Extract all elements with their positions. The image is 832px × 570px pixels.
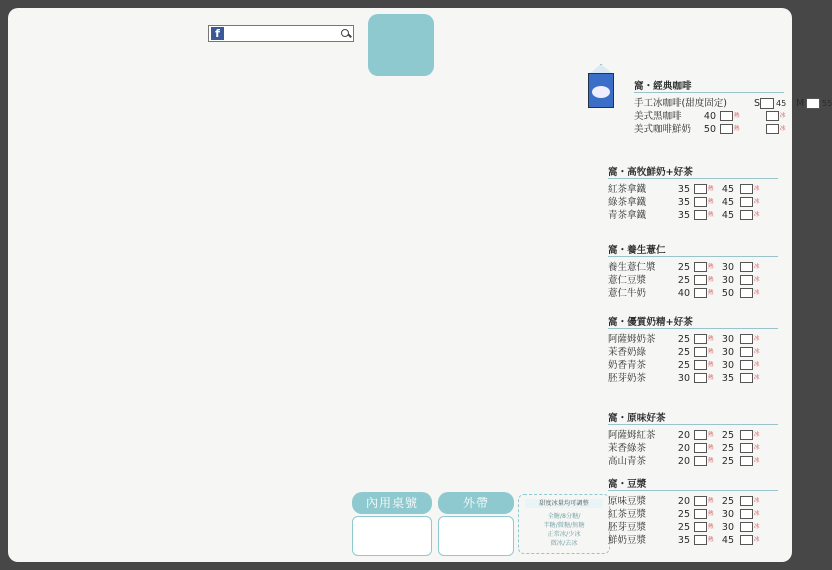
cold-label: 冰 xyxy=(754,349,760,355)
cold-box[interactable] xyxy=(740,430,753,440)
size-label: S xyxy=(754,98,761,109)
cold-box[interactable] xyxy=(740,275,753,285)
cold-price: 30 xyxy=(721,262,734,273)
hot-label: 熱 xyxy=(708,349,714,355)
hot-price: 35 xyxy=(677,535,690,546)
drink-name: 綠茶拿鐵 xyxy=(608,197,647,208)
cold-box[interactable] xyxy=(740,347,753,357)
cold-price: 30 xyxy=(721,275,734,286)
cold-price: 45 xyxy=(721,535,734,546)
hot-price: 35 xyxy=(677,210,690,221)
hot-price: 25 xyxy=(677,509,690,520)
cold-price: 45 xyxy=(721,210,734,221)
drink-name: 高山青茶 xyxy=(608,456,647,467)
cold-price: 30 xyxy=(721,522,734,533)
cold-box[interactable] xyxy=(740,456,753,466)
cold-box[interactable] xyxy=(740,509,753,519)
hot-box[interactable] xyxy=(720,124,733,134)
hot-box[interactable] xyxy=(694,373,707,383)
drink-price: 55 xyxy=(822,99,832,108)
cold-price: 30 xyxy=(721,334,734,345)
hot-label: 熱 xyxy=(708,186,714,192)
menu-sheet xyxy=(8,8,832,562)
hot-label: 熱 xyxy=(708,537,714,543)
hot-label: 熱 xyxy=(708,199,714,205)
cold-price: 25 xyxy=(721,456,734,467)
drink-name: 茉香奶綠 xyxy=(608,347,647,358)
hot-label: 熱 xyxy=(734,113,740,119)
cold-price: 25 xyxy=(721,496,734,507)
hot-label: 熱 xyxy=(708,432,714,438)
section-rule xyxy=(608,178,778,179)
cold-label: 冰 xyxy=(754,375,760,381)
cold-label: 冰 xyxy=(754,277,760,283)
hot-box[interactable] xyxy=(694,522,707,532)
cold-label: 冰 xyxy=(780,126,786,132)
hot-box[interactable] xyxy=(694,535,707,545)
hot-label: 熱 xyxy=(708,511,714,517)
adjust-line: 微冰/去冰 xyxy=(550,540,578,547)
hot-box[interactable] xyxy=(694,288,707,298)
hot-label: 熱 xyxy=(708,277,714,283)
cold-price: 50 xyxy=(721,288,734,299)
hot-label: 熱 xyxy=(708,524,714,530)
header xyxy=(8,8,792,86)
drink-name: 原味豆漿 xyxy=(608,496,647,507)
cold-price: 45 xyxy=(721,184,734,195)
takeout-box[interactable] xyxy=(438,516,514,556)
hot-label: 熱 xyxy=(708,290,714,296)
cold-label: 冰 xyxy=(754,264,760,270)
cold-label: 冰 xyxy=(754,199,760,205)
adjust-line: 全糖/8分糖/ xyxy=(547,513,581,520)
section-title: 窩・養生薏仁 xyxy=(608,245,666,256)
cold-box[interactable] xyxy=(740,535,753,545)
cold-label: 冰 xyxy=(754,186,760,192)
cold-price: 30 xyxy=(721,347,734,358)
hot-price: 40 xyxy=(703,111,716,122)
cold-label: 冰 xyxy=(754,432,760,438)
facebook-search-bar xyxy=(208,25,354,42)
cold-box[interactable] xyxy=(740,522,753,532)
section-rule xyxy=(608,490,778,491)
cold-box[interactable] xyxy=(766,124,779,134)
adjust-line: 正常冰/少冰 xyxy=(547,531,581,538)
hot-price: 35 xyxy=(677,184,690,195)
section-rule xyxy=(608,256,778,257)
hot-price: 25 xyxy=(677,262,690,273)
hot-price: 25 xyxy=(677,522,690,533)
takeout-label: 外帶 xyxy=(438,492,514,514)
hot-price: 20 xyxy=(677,456,690,467)
hot-box[interactable] xyxy=(694,275,707,285)
hot-label: 熱 xyxy=(708,336,714,342)
facebook-icon: f xyxy=(211,27,224,40)
section-title: 窩・經典咖啡 xyxy=(634,81,692,92)
hot-box[interactable] xyxy=(694,443,707,453)
section-title: 窩・原味好茶 xyxy=(608,413,666,424)
cold-label: 冰 xyxy=(754,336,760,342)
hot-box[interactable] xyxy=(694,430,707,440)
hot-label: 熱 xyxy=(708,212,714,218)
hot-label: 熱 xyxy=(708,498,714,504)
cold-price: 45 xyxy=(721,197,734,208)
cold-price: 25 xyxy=(721,430,734,441)
drink-price: 45 xyxy=(776,99,787,108)
drink-name: 鮮奶豆漿 xyxy=(608,535,647,546)
hot-box[interactable] xyxy=(694,184,707,194)
drink-name: 阿薩姆紅茶 xyxy=(608,430,656,441)
cold-price: 30 xyxy=(721,509,734,520)
cold-box[interactable] xyxy=(740,288,753,298)
size-label: M xyxy=(796,98,805,109)
cold-label: 冰 xyxy=(754,498,760,504)
hot-price: 25 xyxy=(677,334,690,345)
hot-price: 40 xyxy=(677,288,690,299)
cold-label: 冰 xyxy=(754,458,760,464)
cold-label: 冰 xyxy=(754,290,760,296)
hot-box[interactable] xyxy=(694,197,707,207)
cold-label: 冰 xyxy=(754,445,760,451)
hot-label: 熱 xyxy=(708,458,714,464)
cold-price: 35 xyxy=(721,373,734,384)
dine-in-label: 內用桌號 xyxy=(352,492,432,514)
milk-carton-icon xyxy=(586,64,616,108)
drink-name: 奶香青茶 xyxy=(608,360,647,371)
drink-name: 美式咖啡鮮奶 xyxy=(634,124,692,135)
hot-box[interactable] xyxy=(694,496,707,506)
hot-price: 35 xyxy=(677,197,690,208)
adjust-line: 甜度冰量均可調整 xyxy=(525,499,603,508)
section-rule xyxy=(608,424,778,425)
hot-box[interactable] xyxy=(694,456,707,466)
cold-price: 30 xyxy=(721,360,734,371)
hot-box[interactable] xyxy=(694,210,707,220)
cold-box[interactable] xyxy=(740,262,753,272)
drink-name: 茉香綠茶 xyxy=(608,443,647,454)
cold-label: 冰 xyxy=(754,212,760,218)
hot-price: 25 xyxy=(677,275,690,286)
drink-name: 胚芽豆漿 xyxy=(608,522,647,533)
hot-box[interactable] xyxy=(694,509,707,519)
cold-label: 冰 xyxy=(754,511,760,517)
logo xyxy=(368,14,434,76)
hot-box[interactable] xyxy=(694,262,707,272)
section-title: 窩・優質奶精+好茶 xyxy=(608,317,693,328)
cold-box[interactable] xyxy=(740,443,753,453)
cold-box[interactable] xyxy=(740,496,753,506)
drink-name: 阿薩姆奶茶 xyxy=(608,334,656,345)
hot-price: 20 xyxy=(677,496,690,507)
hot-price: 20 xyxy=(677,443,690,454)
adjust-line: 半糖/微糖/無糖 xyxy=(543,522,585,529)
cold-box[interactable] xyxy=(740,197,753,207)
section-rule xyxy=(608,328,778,329)
cold-box[interactable] xyxy=(740,360,753,370)
drink-name: 養生薏仁漿 xyxy=(608,262,656,273)
hot-box[interactable] xyxy=(694,360,707,370)
drink-name: 薏仁豆漿 xyxy=(608,275,647,286)
hot-label: 熱 xyxy=(708,362,714,368)
drink-name: 胚芽奶茶 xyxy=(608,373,647,384)
hot-price: 25 xyxy=(677,360,690,371)
cold-box[interactable] xyxy=(740,334,753,344)
hot-box[interactable] xyxy=(694,347,707,357)
section-title: 窩・高牧鮮奶+好茶 xyxy=(608,167,693,178)
cold-box[interactable] xyxy=(740,210,753,220)
drink-name: 紅茶豆漿 xyxy=(608,509,647,520)
cold-label: 冰 xyxy=(754,362,760,368)
cold-box[interactable] xyxy=(766,111,779,121)
cold-price: 25 xyxy=(721,443,734,454)
cold-label: 冰 xyxy=(754,537,760,543)
cold-label: 冰 xyxy=(780,113,786,119)
hot-price: 25 xyxy=(677,347,690,358)
hot-box[interactable] xyxy=(720,111,733,121)
order-box[interactable] xyxy=(760,98,774,109)
drink-name: 薏仁牛奶 xyxy=(608,288,647,299)
drink-name: 紅茶拿鐵 xyxy=(608,184,647,195)
cold-box[interactable] xyxy=(740,184,753,194)
order-box[interactable] xyxy=(806,98,820,109)
drink-name: 美式黑咖啡 xyxy=(634,111,682,122)
hot-price: 20 xyxy=(677,430,690,441)
hot-box[interactable] xyxy=(694,334,707,344)
drink-name: 手工冰咖啡(甜度固定) xyxy=(634,98,727,109)
search-icon xyxy=(339,27,353,40)
hot-label: 熱 xyxy=(708,264,714,270)
hot-label: 熱 xyxy=(708,375,714,381)
cold-label: 冰 xyxy=(754,524,760,530)
hot-price: 50 xyxy=(703,124,716,135)
hot-label: 熱 xyxy=(708,445,714,451)
table-number-box[interactable] xyxy=(352,516,432,556)
hot-label: 熱 xyxy=(734,126,740,132)
sweetness-ice-note xyxy=(518,494,610,554)
drink-name: 青茶拿鐵 xyxy=(608,210,647,221)
section-rule xyxy=(634,92,784,93)
cold-box[interactable] xyxy=(740,373,753,383)
section-title: 窩・豆漿 xyxy=(608,479,647,490)
hot-price: 30 xyxy=(677,373,690,384)
